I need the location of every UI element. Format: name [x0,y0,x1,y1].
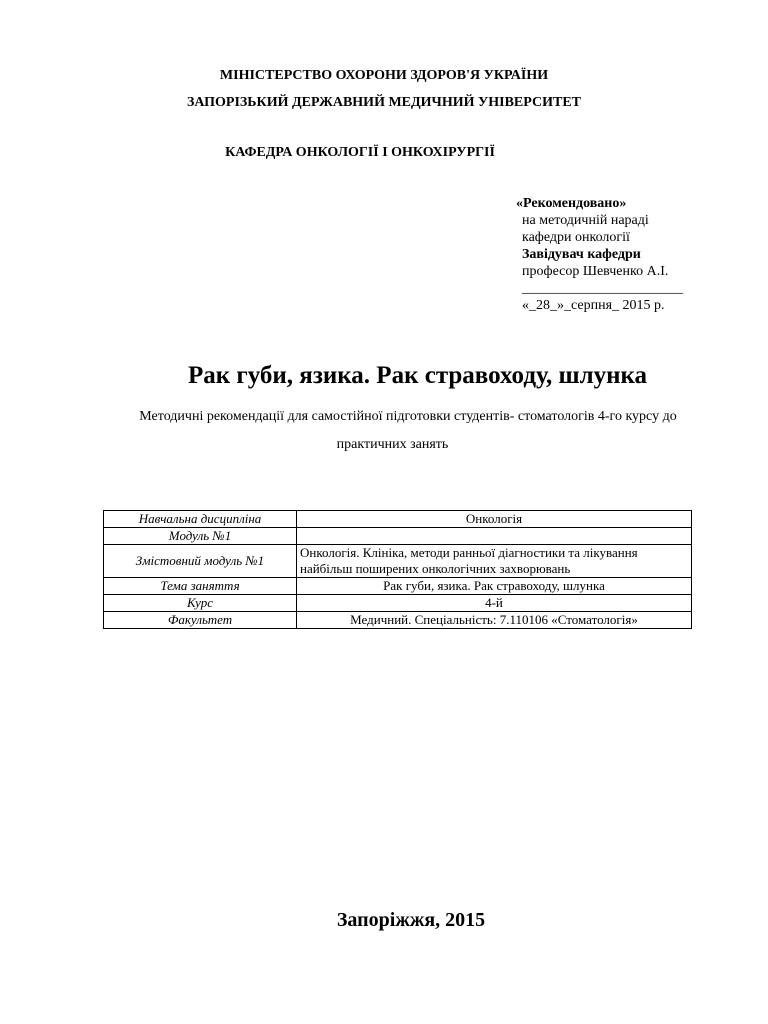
approval-line-1: на методичній нараді [522,213,649,228]
row-value [297,528,692,545]
row-label: Курс [104,595,297,612]
table-row [104,612,692,629]
recommended-label: «Рекомендовано» [516,196,627,211]
row-label: Навчальна дисципліна [104,511,297,528]
table-row [104,528,692,545]
head-title: Завідувач кафедри [522,247,641,262]
city-year: Запоріжжя, 2015 [336,909,486,931]
subtitle-line-1: Методичні рекомендації для самостійної підготовки студентів- стоматологів 4-го курсу до [139,409,677,424]
row-value: Рак губи, язика. Рак стравоходу, шлунка [297,578,692,595]
table-row [104,545,692,578]
row-label: Модуль №1 [104,528,297,545]
university-heading: ЗАПОРІЗЬКИЙ ДЕРЖАВНИЙ МЕДИЧНИЙ УНІВЕРСИТЕТ [186,95,582,110]
approval-line-2: кафедри онкології [522,230,630,245]
table-row [104,511,692,528]
row-label: Тема заняття [104,578,297,595]
row-label: Змістовний модуль №1 [104,545,297,578]
row-value: Медичний. Спеціальність: 7.110106 «Стоматологія» [297,612,692,629]
info-table [103,510,692,629]
table-row [104,595,692,612]
document-title: Рак губи, язика. Рак стравоходу, шлунка [187,362,648,389]
row-value: 4-й [297,595,692,612]
approval-block [516,195,683,314]
ministry-heading: МІНІСТЕРСТВО ОХОРОНИ ЗДОРОВ'Я УКРАЇНИ [219,68,549,83]
signature-line: _______________________ [522,281,683,296]
row-value: Онкологія [297,511,692,528]
subtitle-line-2: практичних занять [336,437,449,452]
approval-date: «_28_»_серпня_ 2015 р. [522,298,665,313]
row-label: Факультет [104,612,297,629]
head-name: професор Шевченко А.І. [522,264,669,279]
department-heading: КАФЕДРА ОНКОЛОГІЇ І ОНКОХІРУРГІЇ [225,145,495,160]
table-row [104,578,692,595]
row-value: Онкологія. Клініка, методи ранньої діагностики та лікування найбільш поширених онкологічних захворювань [297,545,692,578]
